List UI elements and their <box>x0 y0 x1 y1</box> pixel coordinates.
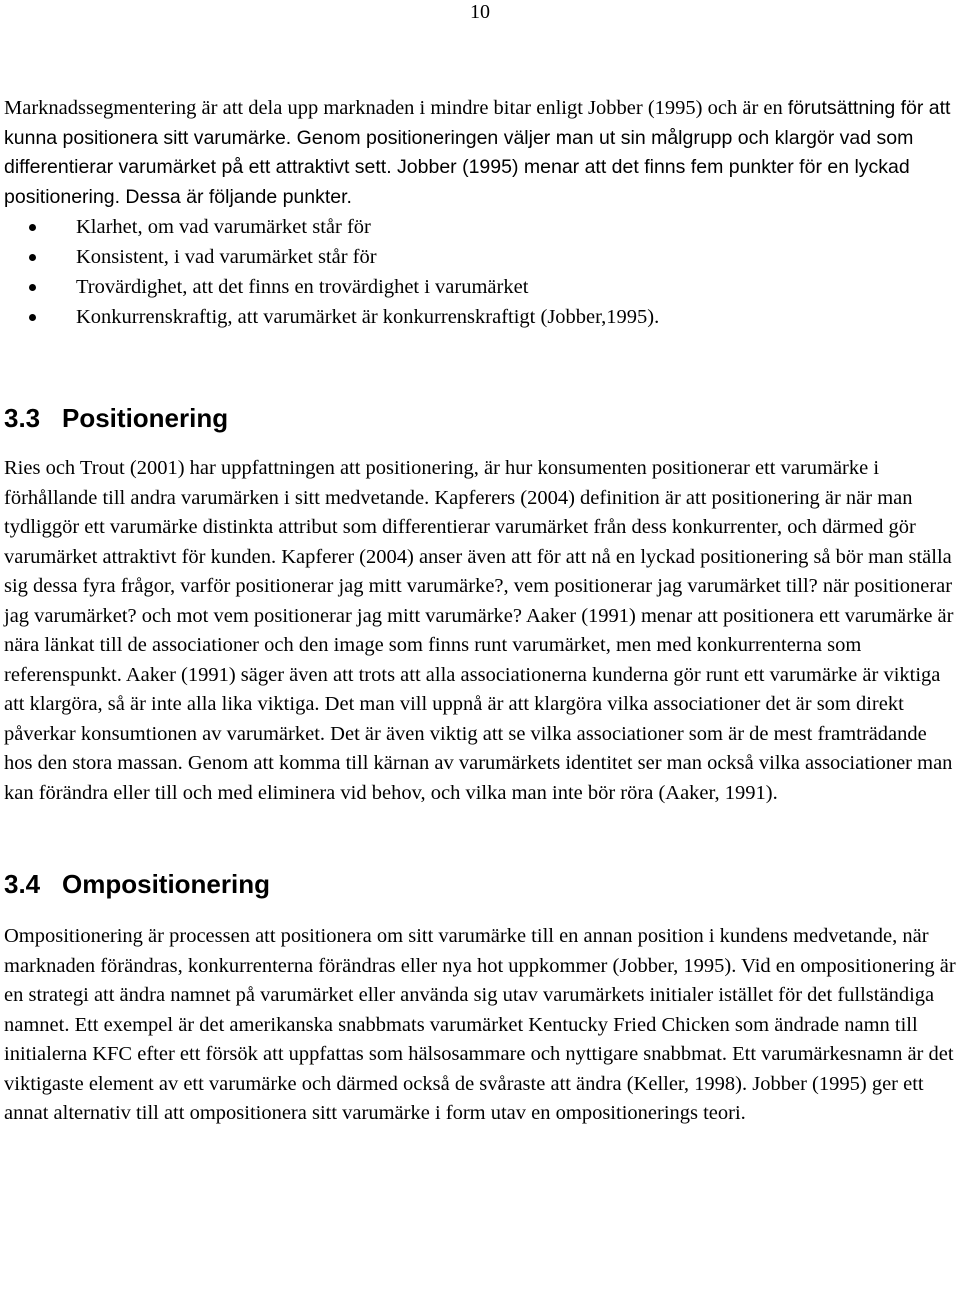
intro-paragraph <box>4 94 960 212</box>
list-item <box>4 272 960 302</box>
list-item-text: Trovärdighet, att det finns en trovärdighet i varumärket <box>76 276 529 298</box>
document-body <box>4 94 960 1129</box>
section-heading-3-3 <box>4 402 960 434</box>
list-item <box>4 302 960 332</box>
list-item-text: Klarhet, om vad varumärket står för <box>76 216 371 238</box>
section-number: 3.3 <box>4 403 41 433</box>
section-title: Ompositionering <box>62 869 270 899</box>
page-number: 10 <box>470 1 490 23</box>
bullet-icon <box>29 314 36 321</box>
bullet-icon <box>29 224 36 231</box>
list-item <box>4 212 960 242</box>
bullet-icon <box>29 284 36 291</box>
section-3-4-paragraph: Ompositionering är processen att positionera om sitt varumärke till en annan position i kundens medvetande, när marknaden förändras, konkurrenterna förändras eller nya hot uppkommer (Jobber, 1995). Vid en ompositionering är en strategi att ändra namnet på varumärket eller använda sig utav varumärkets initialer istället för det fullständiga namnet. Ett exempel är det amerikanska snabbmats varumärket Kentucky Fried Chicken som ändrade namn till initialerna KFC efter ett försök att uppfattas som hälsosammare och nyttigare snabbmat. Ett varumärkesnamn är det viktigaste element av ett varumärke och därmed också de svåraste att ändra (Keller, 1998). Jobber (1995) ger ett annat alternativ till att ompositionera sitt varumärke i form utav en ompositionerings teori. <box>4 925 956 1124</box>
intro-lead-text: Marknadssegmentering är att dela upp marknaden i mindre bitar enligt Jobber (1995) och är en <box>4 97 788 119</box>
section-number: 3.4 <box>4 869 41 899</box>
bullet-icon <box>29 254 36 261</box>
intro-sans-text: förutsättning för att kunna positionera sitt varumärke. Genom positioneringen väljer man ut sin målgrupp och klargör vad som differentierar varumärket på ett attraktivt sett. Jobber (1995) menar att det finns fem punkter för en lyckad positionering. Dessa är följande punkter. <box>4 97 951 208</box>
list-item <box>4 242 960 272</box>
section-heading-3-4 <box>4 868 960 900</box>
list-item-text: Konkurrenskraftig, att varumärket är konkurrenskraftigt (Jobber,1995). <box>76 306 660 328</box>
section-3-3-paragraph: Ries och Trout (2001) har uppfattningen att positionering, är hur konsumenten positionerar ett varumärke i förhållande till andra varumärken i sitt medvetande. Kapferers (2004) definition är att positionering är när man tydliggör ett varumärke distinkta attribut som differentierar varumärket från dess konkurrenter, och därmed gör varumärket attraktivt för kunden. Kapferer (2004) anser även att för att nå en lyckad positionering så bör man ställa sig dessa fyra frågor, varför positionerar jag mitt varumärke?, vem positionerar jag varumärket till? när positionerar jag varumärket? och mot vem positionerar jag mitt varumärke? Aaker (1991) menar att positionera ett varumärke är nära länkat till de associationer och den image som finns runt varumärket, men med konkurrenterna som referenspunkt. Aaker (1991) säger även att trots att alla associationerna kunderna gör runt ett varumärke är viktiga att klargöra, så är inte alla lika viktiga. Det man vill uppnå är att klargöra vilka associationer det är som direkt påverkar konsumtionen av varumärket. Det är även viktig att se vilka associationer som är de mest framträdande hos den stora massan. Genom att komma till kärnan av varumärkets identitet ser man också vilka associationer man kan förändra eller till och med eliminera vid behov, och vilka man inte bör röra (Aaker, 1991). <box>4 457 954 804</box>
list-item-text: Konsistent, i vad varumärket står för <box>76 246 377 268</box>
positioning-points-list <box>4 212 960 332</box>
section-title: Positionering <box>62 403 229 433</box>
